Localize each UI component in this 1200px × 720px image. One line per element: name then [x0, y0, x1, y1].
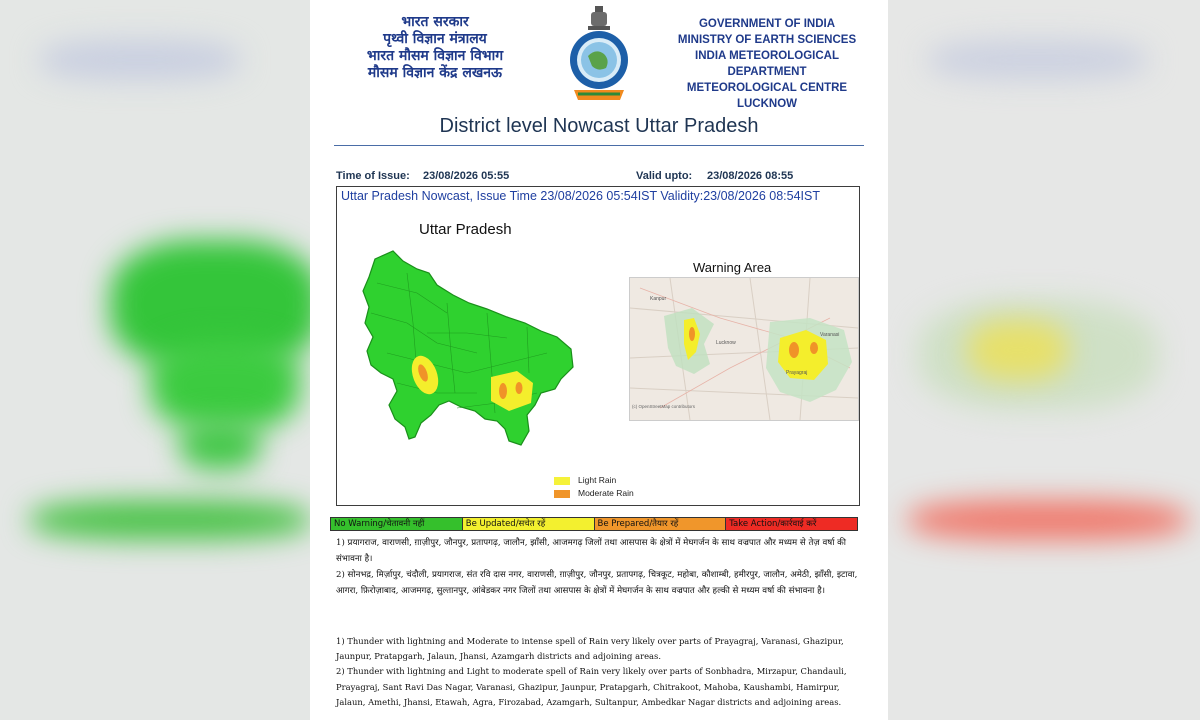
hindi-forecast-text	[336, 535, 866, 599]
state-map-title: Uttar Pradesh	[419, 221, 512, 238]
hindi-header-line: पृथ्वी विज्ञान मंत्रालय	[383, 31, 487, 47]
valid-upto-value: 23/08/2026 08:55	[707, 170, 794, 182]
level-be-updated: Be Updated/सचेत रहें	[463, 518, 595, 530]
svg-text:Kanpur: Kanpur	[650, 296, 667, 302]
hindi-header	[340, 14, 530, 82]
english-forecast-item: 2) Thunder with lightning and Light to moderate spell of Rain very likely over parts of Sonbhadra, Mirzapur, Chandauli, Prayagraj, Sant Ravi Das Nagar, Varanasi, Ghazipur, Jaunpur, Pratapgarh, Chitrakoot, Mahoba, Kaushambi, Hamirpur, Jalaun, Amethi, Jhansi, Etawah, Agra, Firozabad, Azamgarh, Sultanpur, Ambedkar Nagar districts and adjoining areas.	[336, 666, 847, 707]
svg-text:Varanasi: Varanasi	[820, 332, 840, 338]
english-header-line: INDIA METEOROLOGICAL DEPARTMENT	[695, 50, 839, 78]
warning-level-bar	[330, 517, 858, 531]
issue-time-value: 23/08/2026 05:55	[423, 170, 510, 182]
level-no-warning: No Warning/चेतावनी नहीं	[331, 518, 463, 530]
english-forecast-text	[336, 634, 866, 710]
document-title: District level Nowcast Uttar Pradesh	[439, 115, 759, 137]
blurred-background-right	[888, 0, 1200, 720]
moderate-rain-swatch	[554, 490, 570, 498]
map-caption: Uttar Pradesh Nowcast, Issue Time 23/08/2026 05:54IST Validity:23/08/2026 08:54IST	[341, 189, 820, 203]
blurred-background-left	[0, 0, 310, 720]
warning-area-title: Warning Area	[693, 260, 772, 275]
english-header	[656, 16, 878, 112]
nowcast-document	[310, 0, 888, 720]
hindi-header-line: भारत सरकार	[401, 14, 469, 30]
level-be-prepared: Be Prepared/तैयार रहें	[595, 518, 727, 530]
legend-label: Moderate Rain	[578, 488, 634, 498]
english-header-line: METEOROLOGICAL CENTRE LUCKNOW	[686, 82, 848, 110]
english-header-line: MINISTRY OF EARTH SCIENCES	[677, 34, 857, 46]
nowcast-map-panel	[336, 186, 860, 506]
level-take-action: Take Action/कार्रवाई करें	[726, 518, 857, 530]
hindi-header-line: मौसम विज्ञान केंद्र लखनऊ	[367, 65, 503, 81]
title-divider	[334, 145, 864, 146]
rain-legend	[552, 473, 648, 503]
light-rain-swatch	[554, 477, 570, 485]
issue-time-label: Time of Issue:	[336, 170, 410, 182]
hindi-forecast-item: 1) प्रयागराज, वाराणसी, ग़ाज़ीपुर, जौनपुर, प्रतापगढ़, जालौन, झाँसी, आजमगढ़ जिलों तथा आसपास के क्षेत्रों में मेघगर्जन के साथ वज्रपात और मध्यम से तेज़ वर्षा की संभावना है।	[336, 538, 846, 564]
uttar-pradesh-map	[357, 243, 587, 453]
imd-emblem-logo	[568, 4, 630, 106]
warning-area-map	[629, 277, 859, 421]
hindi-header-line: भारत मौसम विज्ञान विभाग	[366, 48, 504, 64]
svg-text:Lucknow: Lucknow	[716, 340, 736, 346]
legend-label: Light Rain	[578, 475, 617, 485]
svg-text:Prayagraj: Prayagraj	[786, 370, 808, 376]
osm-credit: (c) OpenStreetMap contributors	[632, 404, 696, 409]
valid-upto-label: Valid upto:	[636, 170, 693, 182]
english-forecast-item: 1) Thunder with lightning and Moderate to intense spell of Rain very likely over parts of Prayagraj, Varanasi, Ghazipur, Jaunpur, Pratapgarh, Jalaun, Jhansi, Azamgarh districts and adjoining areas.	[336, 636, 844, 662]
hindi-forecast-item: 2) सोनभद्र, मिर्ज़ापुर, चंदौली, प्रयागराज, संत रवि दास नगर, वाराणसी, ग़ाज़ीपुर, जौनपुर, प्रतापगढ़, चित्रकूट, महोबा, कौशाम्बी, हमीरपुर, जालौन, अमेठी, झाँसी, इटावा, आगरा, फ़िरोज़ाबाद, आजमगढ़, सुल्तानपुर, आंबेडकर नगर जिलों तथा आसपास के क्षेत्रों में मेघगर्जन के साथ वज्रपात और हल्की से मध्यम वर्षा की संभावना है।	[336, 570, 858, 596]
english-header-line: GOVERNMENT OF INDIA	[698, 18, 836, 30]
